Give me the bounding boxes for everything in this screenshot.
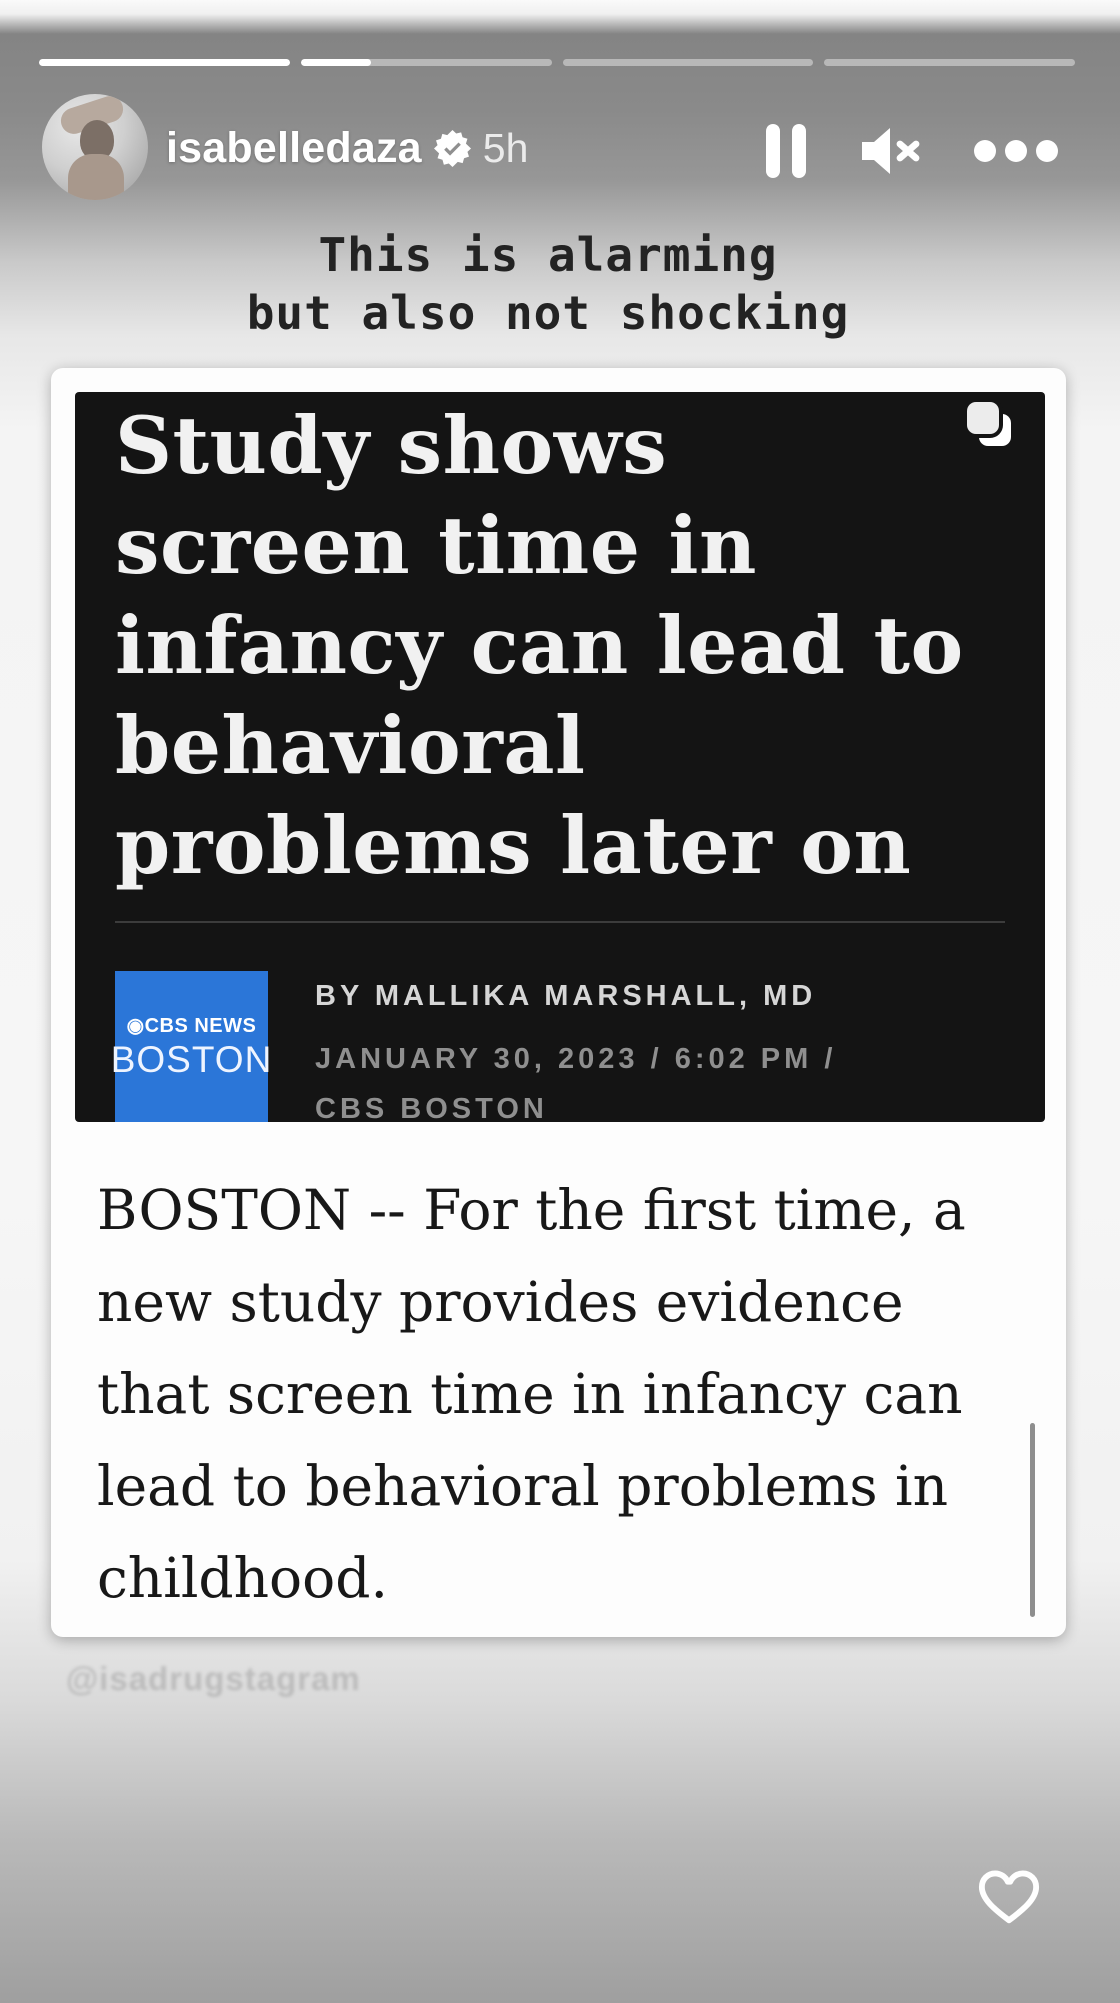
progress-segment-1 — [39, 59, 290, 66]
story-caption — [0, 226, 1096, 342]
article-scrollbar — [1030, 1423, 1035, 1617]
article-headline-panel — [75, 392, 1045, 1125]
dateline-line: JANUARY 30, 2023 / 6:02 PM / — [315, 1043, 837, 1075]
story-progress-bar — [39, 59, 1075, 66]
divider — [115, 921, 1005, 923]
article-body — [97, 1164, 1027, 1624]
progress-segment-4 — [824, 59, 1075, 66]
headline-line: screen time in — [115, 499, 757, 592]
cbs-news-boston-logo — [110, 971, 273, 1122]
heart-like-icon[interactable] — [971, 1858, 1047, 1932]
body-line: new study provides evidence — [97, 1270, 904, 1334]
username[interactable]: isabelledaza — [166, 124, 422, 172]
progress-segment-3 — [563, 59, 814, 66]
caption-line: This is alarming — [318, 228, 778, 282]
body-line: that screen time in infancy can — [97, 1362, 963, 1426]
article-dateline — [315, 1034, 1015, 1134]
story-timestamp: 5h — [482, 125, 529, 171]
body-line: childhood. — [97, 1546, 388, 1610]
article-headline — [115, 396, 1015, 896]
mute-icon[interactable] — [858, 122, 922, 180]
headline-line: infancy can lead to — [115, 599, 964, 692]
headline-line: Study shows — [115, 399, 668, 492]
dateline-line: CBS BOSTON — [315, 1093, 548, 1125]
logo-network-text: ◉CBS NEWS — [126, 1014, 257, 1037]
article-byline: BY MALLIKA MARSHALL, MD — [315, 980, 817, 1012]
progress-segment-2 — [301, 59, 552, 66]
caption-line: but also not shocking — [246, 286, 850, 340]
headline-line: problems later on — [115, 799, 912, 892]
logo-market-text: BOSTON — [110, 1038, 273, 1080]
verified-badge-icon — [434, 130, 471, 167]
avatar[interactable] — [42, 94, 148, 200]
body-line: lead to behavioral problems in — [97, 1454, 949, 1518]
carousel-icon — [967, 402, 1013, 448]
body-line: BOSTON -- For the first time, a — [97, 1178, 966, 1242]
avatar-photo-shape — [68, 154, 124, 200]
headline-line: behavioral — [115, 699, 586, 792]
pause-icon[interactable] — [766, 124, 806, 178]
mention-tag[interactable]: @isadrugstagram — [66, 1660, 361, 1697]
article-screenshot-card — [51, 368, 1066, 1637]
more-options-icon[interactable] — [974, 140, 1058, 162]
